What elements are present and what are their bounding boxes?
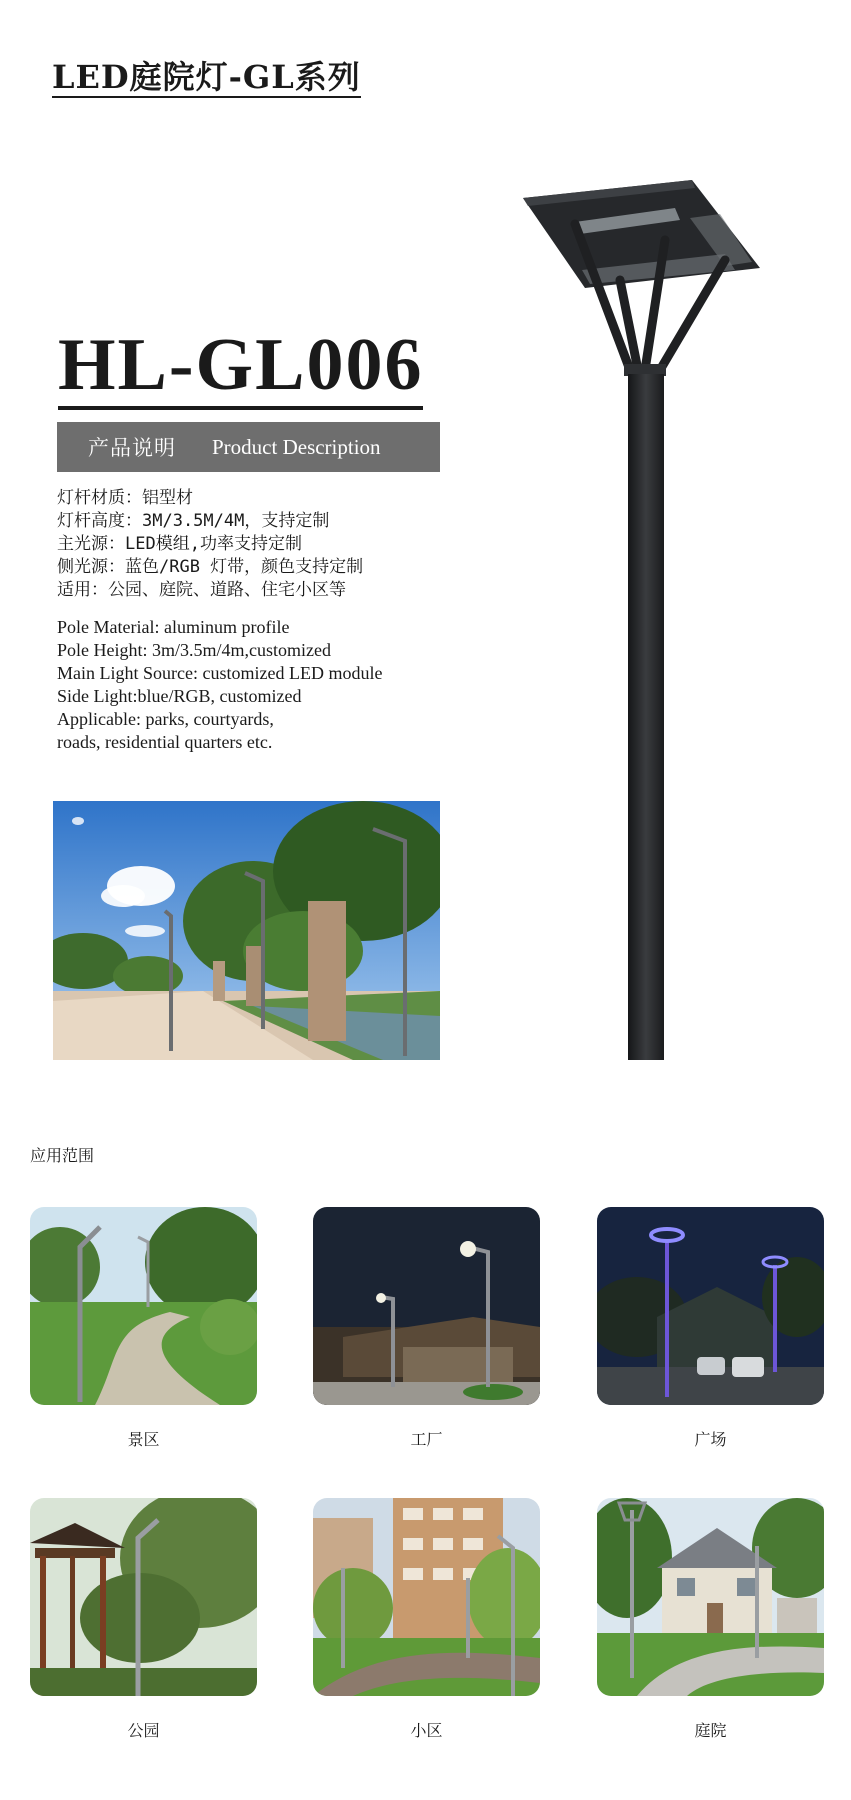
spec-line-cn: 主光源：LED模组,功率支持定制: [57, 534, 302, 554]
description-label-en: Product Description: [212, 434, 381, 459]
application-label: 景区: [127, 1430, 160, 1449]
spec-line-cn: 适用：公园、庭院、道路、住宅小区等: [57, 580, 346, 600]
application-image-residential: [313, 1498, 540, 1696]
spec-line-en: Side Light:blue/RGB, customized: [57, 686, 302, 706]
spec-line-en: Applicable: parks, courtyards,: [57, 709, 274, 729]
application-label: 工厂: [410, 1430, 443, 1449]
specs-english: [57, 616, 387, 754]
application-label: 广场: [694, 1430, 727, 1449]
street-scene-photo: [53, 801, 440, 1060]
specs-chinese: [57, 487, 363, 602]
spec-line-cn: 侧光源：蓝色/RGB 灯带，颜色支持定制: [57, 557, 364, 577]
product-pole-image: [520, 180, 770, 1060]
application-image-park: [30, 1498, 257, 1696]
application-label: 小区: [410, 1721, 443, 1740]
model-code: HL-GL006: [58, 328, 423, 410]
description-header-bar: [57, 422, 440, 472]
spec-line-cn: 灯杆高度：3M/3.5M/4M，支持定制: [57, 511, 330, 531]
spec-line-en: Pole Material: aluminum profile: [57, 617, 290, 637]
description-label-cn: 产品说明: [88, 436, 176, 460]
spec-line-en: Main Light Source: customized LED module: [57, 663, 383, 683]
spec-line-cn: 灯杆材质：铝型材: [57, 488, 193, 508]
page-title: LED庭院灯-GL系列: [52, 60, 361, 98]
application-label: 庭院: [694, 1721, 727, 1740]
application-image-scenic: [30, 1207, 257, 1405]
application-label: 公园: [127, 1721, 160, 1740]
application-image-square: [597, 1207, 824, 1405]
application-image-factory: [313, 1207, 540, 1405]
application-image-courtyard: [597, 1498, 824, 1696]
spec-line-en: Pole Height: 3m/3.5m/4m,customized: [57, 640, 331, 660]
applications-heading: 应用范围: [30, 1146, 95, 1165]
spec-line-en: roads, residential quarters etc.: [57, 732, 273, 752]
